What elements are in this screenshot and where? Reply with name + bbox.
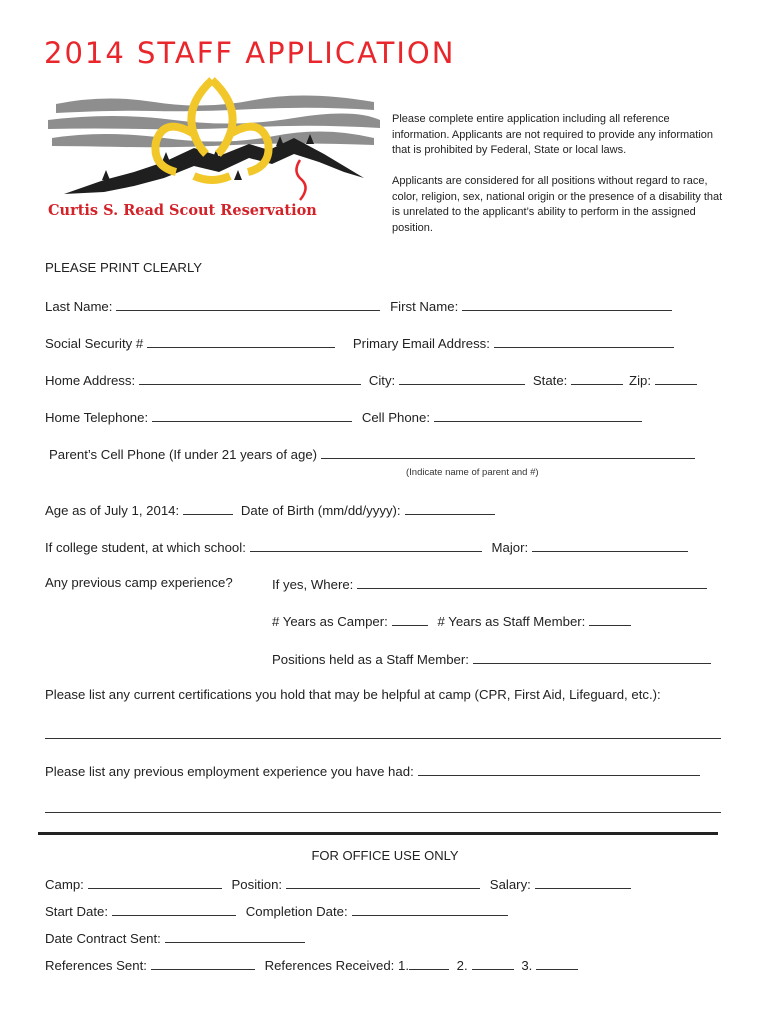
dob-label: Date of Birth (mm/dd/yyyy): <box>240 503 401 518</box>
college-row <box>45 538 688 555</box>
office-row-2 <box>45 902 508 919</box>
river-icon <box>296 160 305 200</box>
positions-held-field[interactable] <box>473 650 711 664</box>
parent-phone-row <box>49 445 695 462</box>
employment-row <box>45 762 700 779</box>
reference-1-field[interactable] <box>409 956 449 970</box>
reference-3-field[interactable] <box>536 956 578 970</box>
references-received-label: References Received: 1. <box>264 958 409 973</box>
cloud-stripes <box>48 95 380 147</box>
home-phone-field[interactable] <box>152 408 352 422</box>
first-name-label: First Name: <box>390 299 459 314</box>
positions-held-label: Positions held as a Staff Member: <box>272 652 469 667</box>
contract-sent-label: Date Contract Sent: <box>45 931 161 946</box>
equal-opportunity-notice: Applicants are considered for all positions without regard to race, color, religion, sex, national origin or the presence of a disability that is unrelated to the applicant’s ability to perform in the assigned position. <box>392 175 723 234</box>
college-field[interactable] <box>250 538 482 552</box>
completion-date-field[interactable] <box>352 902 508 916</box>
completion-date-label: Completion Date: <box>245 904 348 919</box>
years-row <box>272 612 631 629</box>
references-sent-field[interactable] <box>151 956 255 970</box>
references-sent-label: References Sent: <box>45 958 147 973</box>
camp-where-field[interactable] <box>357 575 707 589</box>
print-clearly-label: PLEASE PRINT CLEARLY <box>45 260 203 275</box>
years-staff-field[interactable] <box>589 612 631 626</box>
employment-field[interactable] <box>418 762 700 776</box>
cell-phone-label: Cell Phone: <box>361 410 430 425</box>
last-name-label: Last Name: <box>45 299 113 314</box>
camp-label: Camp: <box>45 877 84 892</box>
office-divider <box>38 832 718 835</box>
years-staff-label: # Years as Staff Member: <box>437 614 586 629</box>
employment-extra-field[interactable] <box>45 812 721 813</box>
camp-field[interactable] <box>88 875 222 889</box>
salary-label: Salary: <box>489 877 531 892</box>
dob-field[interactable] <box>405 501 495 515</box>
major-label: Major: <box>491 540 529 555</box>
age-field[interactable] <box>183 501 233 515</box>
org-name: Curtis S. Read Scout Reservation <box>48 202 317 219</box>
employment-label: Please list any previous employment experience you have had: <box>45 764 414 779</box>
zip-field[interactable] <box>655 371 697 385</box>
ssn-email-row <box>45 334 674 351</box>
reference-2-label: 2. <box>456 958 468 973</box>
camp-where-row <box>272 575 707 592</box>
office-row-4 <box>45 956 578 973</box>
phone-row <box>45 408 642 425</box>
home-address-label: Home Address: <box>45 373 136 388</box>
position-label: Position: <box>231 877 283 892</box>
first-name-field[interactable] <box>462 297 672 311</box>
salary-field[interactable] <box>535 875 631 889</box>
position-field[interactable] <box>286 875 480 889</box>
email-field[interactable] <box>494 334 674 348</box>
college-label: If college student, at which school: <box>45 540 246 555</box>
parent-note: (Indicate name of parent and #) <box>406 467 539 478</box>
state-label: State: <box>532 373 568 388</box>
years-camper-field[interactable] <box>392 612 428 626</box>
parent-cell-field[interactable] <box>321 445 695 459</box>
zip-label: Zip: <box>629 373 651 388</box>
reference-2-field[interactable] <box>472 956 514 970</box>
home-phone-label: Home Telephone: <box>45 410 149 425</box>
start-date-field[interactable] <box>112 902 236 916</box>
start-date-label: Start Date: <box>45 904 109 919</box>
office-row-1 <box>45 875 631 892</box>
if-yes-label: If yes, Where: <box>272 577 354 592</box>
parent-cell-label: Parent’s Cell Phone (If under 21 years of age) <box>49 447 318 462</box>
city-field[interactable] <box>399 371 525 385</box>
certifications-label: Please list any current certifications you hold that may be helpful at camp (CPR, First Aid, Lifeguard, etc.): <box>45 687 661 702</box>
address-row <box>45 371 697 388</box>
cell-phone-field[interactable] <box>434 408 642 422</box>
ssn-field[interactable] <box>147 334 335 348</box>
age-label: Age as of July 1, 2014: <box>45 503 180 518</box>
page-title: 2014 STAFF APPLICATION <box>44 36 456 70</box>
home-address-field[interactable] <box>139 371 361 385</box>
instruction-notice: Please complete entire application including all reference information. Applicants are not required to provide any information that is prohibited by Federal, State or local laws. <box>392 113 714 156</box>
office-row-3 <box>45 929 305 946</box>
reference-3-label: 3. <box>521 958 533 973</box>
certifications-field[interactable] <box>45 738 721 739</box>
age-dob-row <box>45 501 495 518</box>
name-row <box>45 297 672 314</box>
email-label: Primary Email Address: <box>352 336 490 351</box>
ssn-label: Social Security # <box>45 336 144 351</box>
city-label: City: <box>368 373 396 388</box>
major-field[interactable] <box>532 538 688 552</box>
contract-sent-field[interactable] <box>165 929 305 943</box>
office-use-heading: FOR OFFICE USE ONLY <box>311 848 459 863</box>
prev-camp-label: Any previous camp experience? <box>45 575 233 590</box>
years-camper-label: # Years as Camper: <box>272 614 388 629</box>
state-field[interactable] <box>571 371 623 385</box>
last-name-field[interactable] <box>116 297 380 311</box>
positions-row <box>272 650 711 667</box>
